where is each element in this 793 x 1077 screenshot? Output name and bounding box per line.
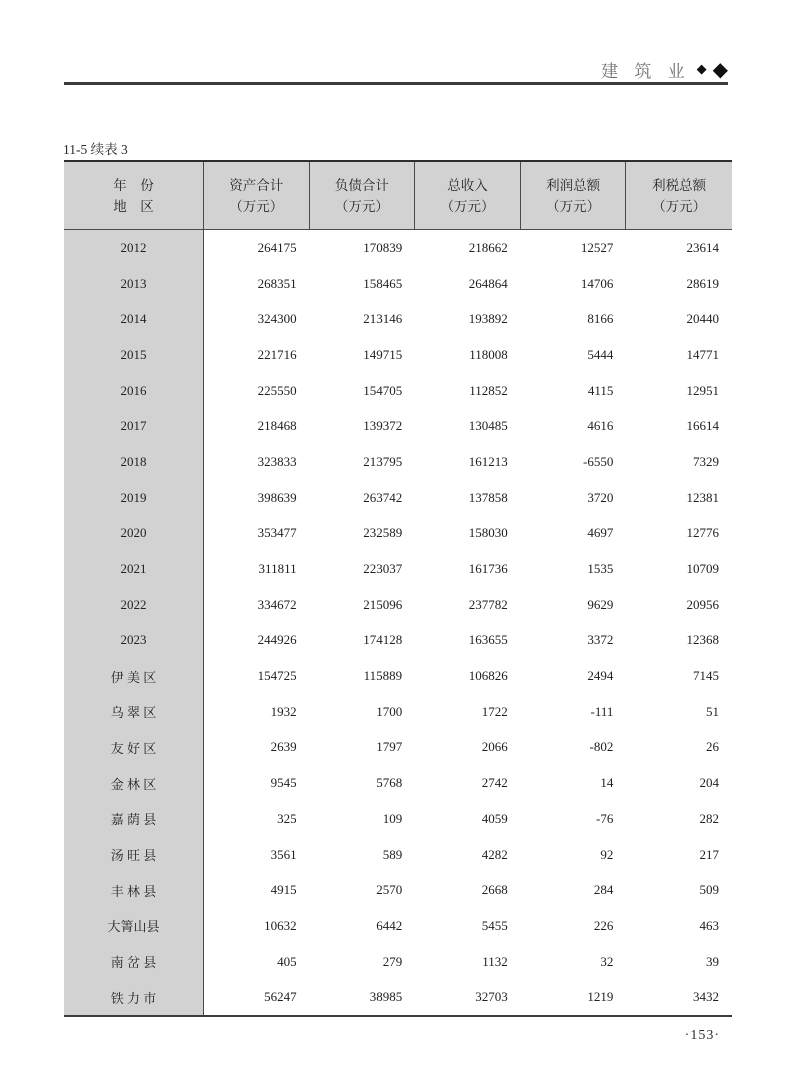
row-label: 2012 (64, 230, 204, 266)
row-value: 2570 (376, 882, 403, 898)
row-value: 12381 (686, 489, 719, 505)
row-value: 3720 (587, 489, 614, 505)
table-row (64, 872, 732, 908)
row-value: 2668 (481, 882, 508, 898)
row-value: 193892 (468, 311, 508, 327)
row-value: 14771 (686, 346, 719, 362)
table-header-row (64, 162, 732, 230)
row-value: 225550 (257, 382, 297, 398)
row-value: 268351 (257, 275, 297, 291)
row-value: 204 (699, 775, 719, 791)
row-value: 154705 (363, 382, 403, 398)
table-row (64, 908, 732, 944)
row-value: 118008 (469, 346, 508, 362)
row-value: 226 (593, 917, 614, 933)
statistics-table (64, 160, 732, 1017)
table-row (64, 944, 732, 980)
row-label: 嘉 荫 县 (64, 801, 204, 837)
page-header (601, 56, 728, 82)
row-value: 263742 (363, 489, 403, 505)
table-row (64, 301, 732, 337)
table-row (64, 230, 732, 266)
row-value: 323833 (257, 453, 297, 469)
row-value: 4915 (270, 882, 297, 898)
row-value: 10632 (264, 917, 297, 933)
row-value: 28619 (686, 275, 719, 291)
row-value: 1132 (482, 953, 508, 969)
row-value: 215096 (363, 596, 403, 612)
row-value: -802 (589, 739, 614, 755)
table-row (64, 444, 732, 480)
row-value: 1535 (587, 561, 614, 577)
row-value: 51 (705, 703, 719, 719)
row-value: 161736 (468, 561, 508, 577)
row-value: 56247 (264, 989, 297, 1005)
row-value: 5444 (587, 346, 614, 362)
table-row (64, 480, 732, 516)
row-value: 589 (382, 846, 403, 862)
row-value: 218468 (257, 418, 297, 434)
row-label: 乌 翠 区 (64, 694, 204, 730)
table-body (64, 230, 732, 1015)
row-value: 10709 (686, 561, 719, 577)
row-value: 279 (382, 953, 403, 969)
row-value: 109 (382, 810, 403, 826)
row-value: 154725 (257, 668, 297, 684)
table-row (64, 587, 732, 623)
table-header-profit-tax: 利税总额 （万元） (652, 177, 707, 214)
row-value: 3432 (692, 989, 719, 1005)
row-value: -6550 (583, 453, 614, 469)
row-value: 221716 (257, 346, 297, 362)
row-value: 5768 (376, 775, 403, 791)
table-row (64, 373, 732, 409)
row-value: 149715 (363, 346, 403, 362)
row-value: 106826 (468, 668, 508, 684)
row-value: 4115 (587, 382, 614, 398)
row-value: -111 (590, 703, 614, 719)
row-label: 铁 力 市 (64, 979, 204, 1015)
row-value: 325 (277, 810, 297, 826)
row-value: 14706 (580, 275, 614, 291)
page-number: ·153· (684, 1028, 720, 1043)
row-value: 137858 (468, 489, 508, 505)
row-label: 2021 (64, 551, 204, 587)
row-value: 112852 (469, 382, 508, 398)
row-value: 324300 (257, 311, 297, 327)
row-value: 463 (699, 917, 719, 933)
row-value: 1700 (376, 703, 403, 719)
row-value: 1219 (587, 989, 614, 1005)
table-row (64, 658, 732, 694)
row-value: 158465 (363, 275, 403, 291)
row-value: 20440 (686, 311, 719, 327)
row-value: 26 (705, 739, 719, 755)
row-value: 5455 (481, 917, 508, 933)
row-value: 38985 (369, 989, 403, 1005)
row-value: 139372 (363, 418, 403, 434)
row-label: 丰 林 县 (64, 872, 204, 908)
table-row (64, 516, 732, 552)
row-value: 158030 (468, 525, 508, 541)
row-label: 友 好 区 (64, 730, 204, 766)
row-value: 353477 (257, 525, 297, 541)
row-value: 334672 (257, 596, 297, 612)
row-value: 16614 (686, 418, 719, 434)
row-value: 23614 (686, 239, 719, 255)
row-value: 264864 (468, 275, 508, 291)
row-label: 2014 (64, 301, 204, 337)
row-value: 32 (600, 953, 614, 969)
table-row (64, 801, 732, 837)
table-caption: 11-5 续表 3 (63, 142, 128, 157)
chapter-title: 建 筑 业 (601, 61, 691, 81)
row-value: 2742 (481, 775, 508, 791)
row-value: 218662 (468, 239, 508, 255)
table-row (64, 408, 732, 444)
row-value: 264175 (257, 239, 297, 255)
row-value: 2066 (481, 739, 508, 755)
row-label: 2019 (64, 480, 204, 516)
row-value: 217 (699, 846, 719, 862)
table-header-revenue: 总收入 （万元） (415, 162, 521, 229)
row-label: 汤 旺 县 (64, 837, 204, 873)
table-row (64, 266, 732, 302)
row-value: 12951 (686, 382, 719, 398)
table-row (64, 551, 732, 587)
row-label: 2020 (64, 516, 204, 552)
row-value: 14 (600, 775, 614, 791)
table-row (64, 979, 732, 1015)
row-value: 12368 (686, 632, 719, 648)
row-value: 1722 (481, 703, 508, 719)
row-value: 1932 (270, 703, 297, 719)
row-value: 9629 (587, 596, 614, 612)
header-rule (64, 82, 728, 85)
row-label: 2016 (64, 373, 204, 409)
row-value: 9545 (270, 775, 297, 791)
row-value: 2494 (587, 668, 614, 684)
row-value: 4282 (481, 846, 508, 862)
row-value: 163655 (468, 632, 508, 648)
row-value: 92 (600, 846, 614, 862)
table-row (64, 694, 732, 730)
row-value: 39 (705, 953, 719, 969)
row-label: 大箐山县 (64, 908, 204, 944)
row-value: 130485 (468, 418, 508, 434)
row-value: 6442 (376, 917, 403, 933)
row-value: 170839 (363, 239, 403, 255)
row-value: 1797 (376, 739, 403, 755)
table-header-liabilities: 负债合计 （万元） (310, 162, 416, 229)
row-label: 南 岔 县 (64, 944, 204, 980)
row-value: 161213 (468, 453, 508, 469)
row-value: 7145 (692, 668, 719, 684)
row-value: 4059 (481, 810, 508, 826)
row-value: -76 (596, 810, 614, 826)
table-row (64, 623, 732, 659)
row-value: 115889 (363, 668, 403, 684)
row-value: 213146 (363, 311, 403, 327)
table-row (64, 730, 732, 766)
row-value: 2639 (270, 739, 297, 755)
row-label: 2013 (64, 266, 204, 302)
row-value: 282 (699, 810, 719, 826)
row-value: 311811 (258, 561, 297, 577)
row-label: 2018 (64, 444, 204, 480)
row-value: 174128 (363, 632, 403, 648)
table-row (64, 765, 732, 801)
header-year-label: 年 份 (113, 177, 154, 193)
row-value: 12527 (580, 239, 614, 255)
row-value: 232589 (363, 525, 403, 541)
row-value: 405 (277, 953, 297, 969)
row-value: 213795 (363, 453, 403, 469)
row-value: 223037 (363, 561, 403, 577)
row-label: 2017 (64, 408, 204, 444)
row-value: 4697 (587, 525, 614, 541)
row-value: 3372 (587, 632, 614, 648)
row-label: 2015 (64, 337, 204, 373)
row-value: 284 (593, 882, 614, 898)
row-value: 32703 (475, 989, 508, 1005)
table-header-profit: 利润总额 （万元） (521, 162, 627, 229)
diamond-large-icon: ◆ (712, 57, 728, 81)
row-label: 伊 美 区 (64, 658, 204, 694)
table-row (64, 837, 732, 873)
row-label: 2023 (64, 623, 204, 659)
row-value: 4616 (587, 418, 614, 434)
table-row (64, 337, 732, 373)
row-value: 8166 (587, 311, 614, 327)
header-region-label: 地 区 (113, 198, 154, 214)
row-value: 509 (699, 882, 719, 898)
row-label: 金 林 区 (64, 765, 204, 801)
row-value: 244926 (257, 632, 297, 648)
row-value: 237782 (468, 596, 508, 612)
table-header-year-region (64, 162, 204, 229)
row-value: 3561 (270, 846, 297, 862)
row-value: 7329 (692, 453, 719, 469)
row-value: 398639 (257, 489, 297, 505)
row-value: 20956 (686, 596, 719, 612)
row-label: 2022 (64, 587, 204, 623)
table-header-assets: 资产合计 （万元） (204, 162, 310, 229)
row-value: 12776 (686, 525, 719, 541)
diamond-small-icon: ◆ (696, 61, 707, 77)
